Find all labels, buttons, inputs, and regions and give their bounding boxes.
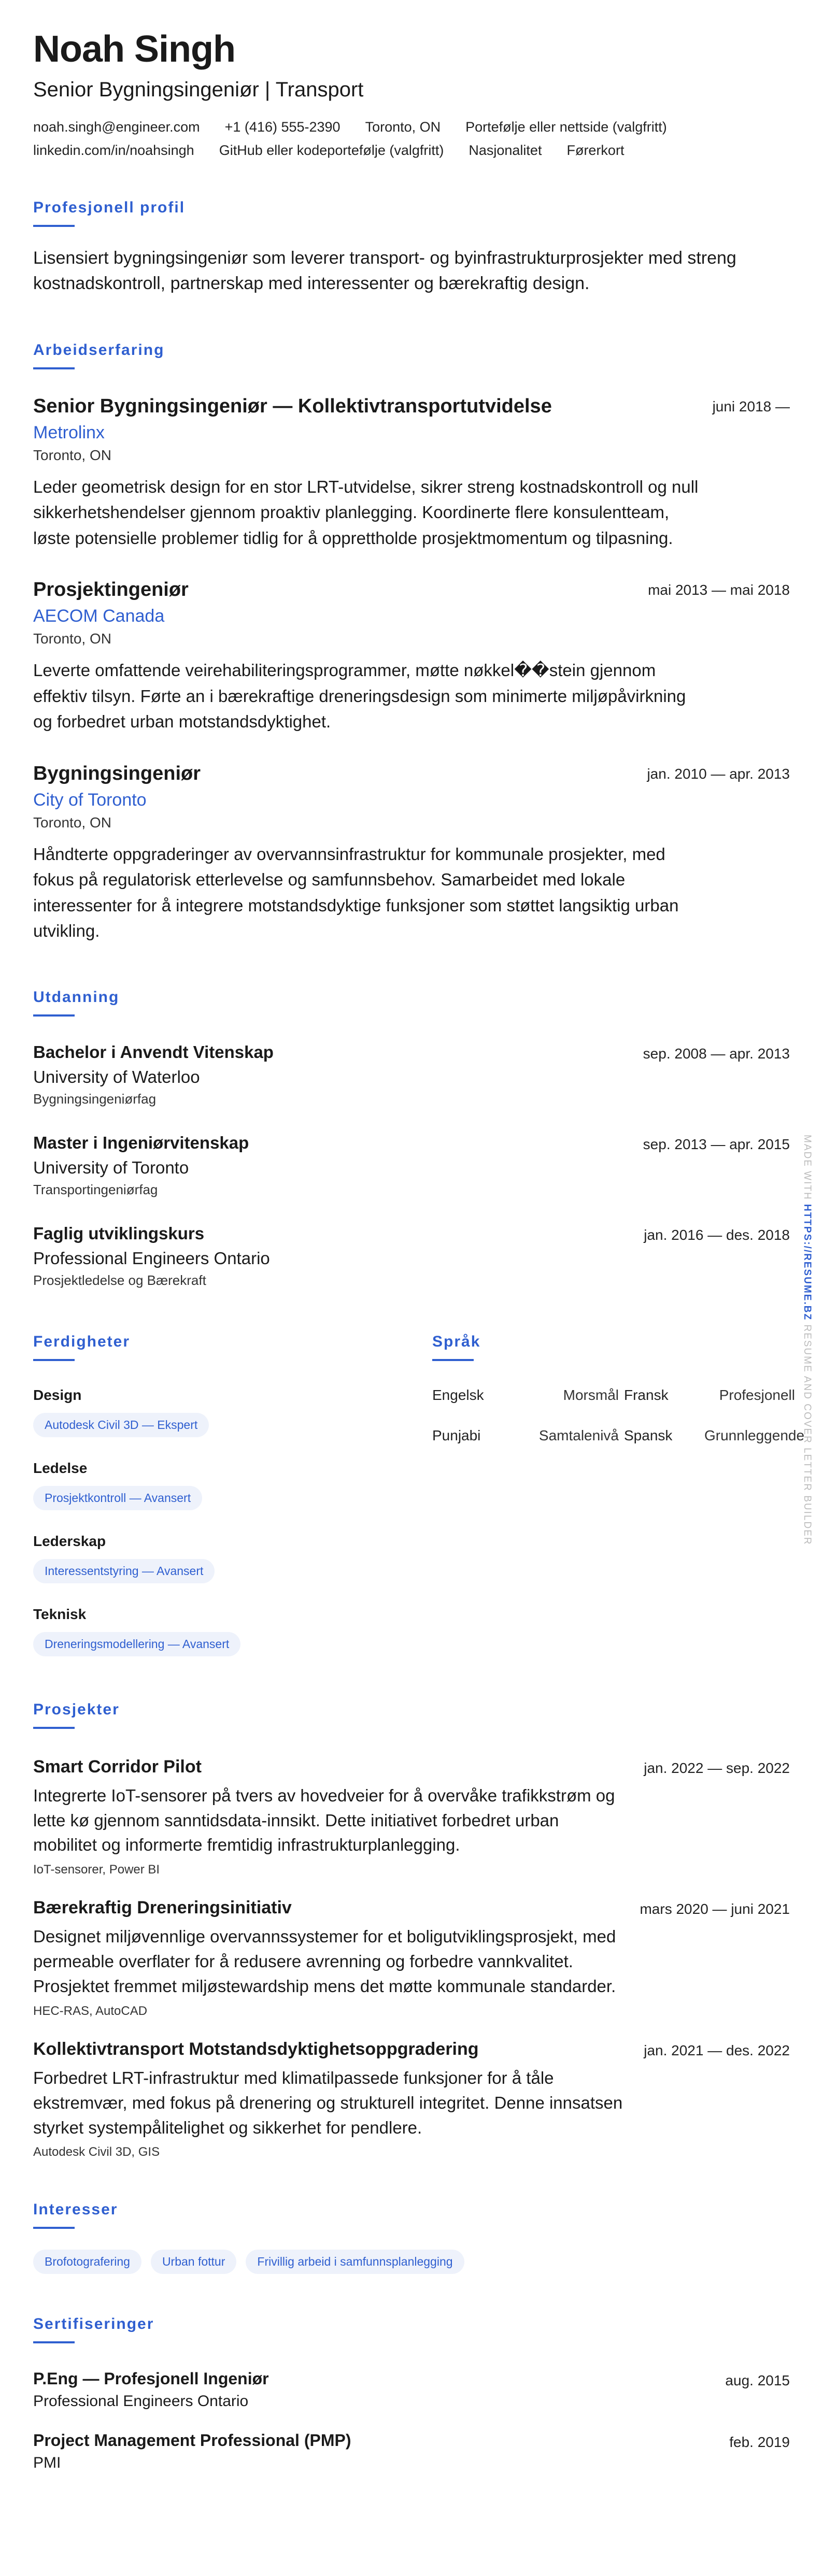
watermark-suffix: RESUME AND COVER LETTER BUILDER [802,1324,813,1545]
section-heading: Språk [432,1333,481,1350]
job-company: AECOM Canada [33,606,165,626]
project-entry [33,1757,790,1878]
section-divider [33,225,75,227]
skills-languages-row [33,1333,805,1656]
contact-phone[interactable]: +1 (416) 555-2390 [224,119,340,135]
edu-school: University of Toronto [33,1157,189,1177]
contact-github[interactable]: GitHub eller kodeportefølje (valgfritt) [219,142,444,159]
interest-chip: Brofotografering [33,2250,141,2274]
edu-degree: Master i Ingeniørvitenskap [33,1133,249,1152]
certification-date: aug. 2015 [725,2372,790,2389]
skill-chip: Dreneringsmodellering — Avansert [33,1632,240,1656]
contact-list [33,119,759,159]
education-section [33,989,790,1289]
contact-nationality: Nasjonalitet [469,142,542,159]
job-company: City of Toronto [33,790,147,810]
section-heading: Profesjonell profil [33,199,186,217]
project-name: Kollektivtransport Motstandsdyktighetsoppgradering [33,2039,479,2059]
section-heading: Arbeidserfaring [33,341,165,359]
section-divider [432,1359,474,1361]
profile-summary: Lisensiert bygningsingeniør som leverer transport- og byinfrastrukturprosjekter med streng kostnadskontroll, partnerskap med interessenter og bærekraftig design. [33,248,736,294]
contact-portfolio[interactable]: Portefølje eller nettside (valgfritt) [465,119,667,135]
section-divider [33,367,75,369]
language-grid [432,1386,805,1444]
interest-chip: Frivillig arbeid i samfunnsplanlegging [246,2250,464,2274]
contact-email[interactable]: noah.singh@engineer.com [33,119,200,135]
edu-degree: Faglig utviklingskurs [33,1223,205,1243]
certification-name: P.Eng — Profesjonell Ingeniør [33,2369,269,2388]
interest-chip: Urban fottur [151,2250,236,2274]
watermark-prefix: MADE WITH [802,1135,813,1200]
job-role: Senior Bygningsingeniør — Kollektivtransportutvidelse [33,395,552,417]
skill-category: Lederskap [33,1533,106,1549]
job-dates: juni 2018 — [712,398,790,414]
skill-category: Ledelse [33,1459,88,1476]
job-description: Leder geometrisk design for en stor LRT-utvidelse, sikrer streng kostnadskontroll og null sikkerhetshendelser gjennom proaktiv planlegging. Koordinerte flere konsulentteam, løste potensielle problemer tidlig for å opprettholde prosjektmomentum og tilpasning. [33,477,699,548]
project-dates: jan. 2022 — sep. 2022 [644,1759,790,1776]
edu-dates: jan. 2016 — des. 2018 [644,1226,790,1243]
project-dates: jan. 2021 — des. 2022 [644,2042,790,2058]
section-heading: Utdanning [33,988,120,1006]
interests-section [33,2201,790,2274]
projects-section [33,1701,790,2160]
language-name: Punjabi [432,1427,481,1443]
contact-linkedin[interactable]: linkedin.com/in/noahsingh [33,142,194,159]
job-entry [33,395,790,551]
contact-drivers-license: Førerkort [566,142,625,159]
project-name: Bærekraftig Dreneringsinitiativ [33,1898,292,1918]
candidate-name: Noah Singh [33,28,235,70]
skill-chip: Prosjektkontroll — Avansert [33,1486,202,1510]
project-tools: IoT-sensorer, Power BI [33,1863,160,1877]
education-entry [33,1224,790,1289]
language-level: Profesjonell [719,1386,795,1403]
certification-entry [33,2369,790,2410]
language-level: Morsmål [563,1386,619,1403]
skill-chip: Autodesk Civil 3D — Ekspert [33,1413,209,1437]
language-name: Spansk [624,1427,673,1443]
certification-name: Project Management Professional (PMP) [33,2431,351,2450]
edu-degree: Bachelor i Anvendt Vitenskap [33,1042,274,1062]
language-level: Samtalenivå [538,1427,619,1443]
project-description: Integrerte IoT-sensorer på tvers av hovedveier for å overvåke trafikkstrøm og lette kø gjennom sanntidsdata-innsikt. Dette initiativet forbedret urban mobilitet og informerte fremtidig infrastrukturplanlegging. [33,1785,615,1855]
candidate-title: Senior Bygningsingeniør | Transport [33,78,364,102]
job-description: Håndterte oppgraderinger av overvannsinfrastruktur for kommunale prosjekter, med fokus på regulatorisk etterlevelse og samfunnsbehov. Samarbeidet med lokale interessenter for å integrere motstandsdyktige funksjoner som støttet langsiktig urban utvikling. [33,844,679,941]
education-entry [33,1133,790,1198]
edu-field: Bygningsingeniørfag [33,1091,157,1107]
job-dates: jan. 2010 — apr. 2013 [647,765,790,782]
edu-field: Transportingeniørfag [33,1181,158,1197]
language-level: Grunnleggende [704,1427,805,1443]
project-dates: mars 2020 — juni 2021 [640,1901,790,1917]
experience-section [33,341,790,944]
certification-issuer: Professional Engineers Ontario [33,2393,249,2410]
project-name: Smart Corridor Pilot [33,1756,202,1777]
job-entry [33,579,790,735]
skill-chip: Interessentstyring — Avansert [33,1559,215,1583]
job-role: Prosjektingeniør [33,579,189,601]
project-entry [33,1898,790,2019]
watermark-link[interactable]: HTTPS://RESUME.BZ [802,1204,813,1321]
job-description: Leverte omfattende veirehabiliteringsprogrammer, møtte nøkkel��stein gjennom effektiv tilsyn. Førte an i bærekraftige dreneringsdesign som minimerte miljøpåvirkning og forbedret urban motstandsdyktighet. [33,661,686,732]
section-heading: Prosjekter [33,1700,120,1718]
skill-category: Teknisk [33,1606,87,1622]
edu-dates: sep. 2008 — apr. 2013 [643,1045,790,1062]
edu-field: Prosjektledelse og Bærekraft [33,1272,206,1288]
section-divider [33,2341,75,2343]
skill-category: Design [33,1386,82,1403]
languages-section [432,1333,805,1656]
job-role: Bygningsingeniør [33,762,201,784]
certification-issuer: PMI [33,2454,61,2472]
section-heading: Sertifiseringer [33,2315,154,2333]
project-tools: Autodesk Civil 3D, GIS [33,2145,160,2159]
skills-section [33,1333,432,1656]
section-divider [33,1359,75,1361]
profile-section [33,199,790,297]
language-name: Engelsk [432,1386,484,1403]
interest-list [33,2250,790,2274]
section-heading: Interesser [33,2201,118,2219]
certifications-section [33,2315,790,2472]
section-heading: Ferdigheter [33,1333,131,1350]
builder-watermark [801,1135,813,1545]
project-description: Forbedret LRT-infrastruktur med klimatilpassede funksjoner for å tåle ekstremvær, med fokus på drenering og strukturell integritet. Denne innsatsen styrket systempålitelighet og sikkerhet for pendlere. [33,2068,623,2137]
edu-dates: sep. 2013 — apr. 2015 [643,1136,790,1152]
job-location: Toronto, ON [33,814,111,831]
certification-date: feb. 2019 [729,2434,790,2451]
job-company: Metrolinx [33,422,105,442]
education-entry [33,1042,790,1107]
project-entry [33,2039,790,2160]
certification-entry [33,2431,790,2472]
project-tools: HEC-RAS, AutoCAD [33,2003,148,2018]
job-entry [33,763,790,944]
edu-school: Professional Engineers Ontario [33,1248,270,1268]
contact-location: Toronto, ON [365,119,441,135]
job-dates: mai 2013 — mai 2018 [648,582,790,598]
project-description: Designet miljøvennlige overvannssystemer for et boligutviklingsprosjekt, med permeable overflater for å redusere avrenning og forbedre vannkvalitet. Prosjektet fremmet miljøstewardship mens det møtte kommunale standarder. [33,1927,616,1996]
edu-school: University of Waterloo [33,1067,200,1086]
section-divider [33,1014,75,1017]
section-divider [33,2227,75,2229]
job-location: Toronto, ON [33,447,111,463]
job-location: Toronto, ON [33,631,111,647]
section-divider [33,1727,75,1729]
language-name: Fransk [624,1386,669,1403]
